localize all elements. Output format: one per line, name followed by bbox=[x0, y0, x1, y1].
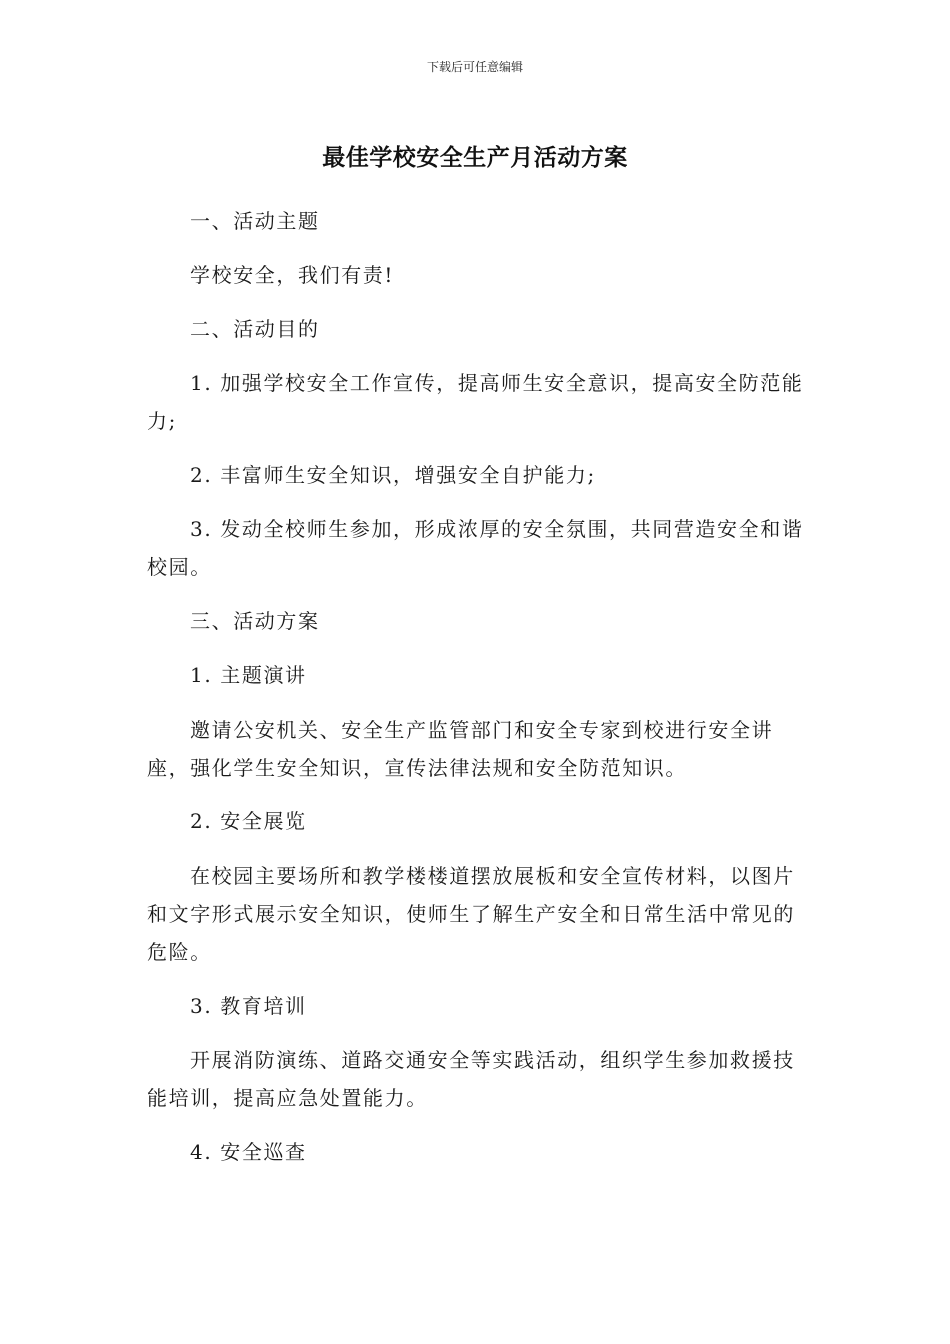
document-title: 最佳学校安全生产月活动方案 bbox=[322, 145, 628, 171]
subheading-speech: 1. 主题演讲 bbox=[190, 663, 307, 687]
section-heading-purpose: 二、活动目的 bbox=[190, 317, 320, 341]
paragraph-purpose-3: 3. 发动全校师生参加，形成浓厚的安全氛围，共同营造安全和谐校园。 bbox=[147, 517, 804, 579]
paragraph-purpose-1: 1. 加强学校安全工作宣传，提高师生安全意识，提高安全防范能力; bbox=[147, 371, 804, 433]
paragraph-theme: 学校安全，我们有责! bbox=[190, 263, 395, 287]
paragraph-training: 开展消防演练、道路交通安全等实践活动，组织学生参加救援技能培训，提高应急处置能力。 bbox=[147, 1048, 795, 1110]
paragraph-speech: 邀请公安机关、安全生产监管部门和安全专家到校进行安全讲座，强化学生安全知识，宣传法律法规和安全防范知识。 bbox=[147, 718, 774, 780]
subheading-training: 3. 教育培训 bbox=[190, 994, 307, 1018]
paragraph-exhibition: 在校园主要场所和教学楼楼道摆放展板和安全宣传材料，以图片和文字形式展示安全知识，使师生了解生产安全和日常生活中常见的危险。 bbox=[147, 864, 795, 964]
section-heading-plan: 三、活动方案 bbox=[190, 609, 320, 633]
subheading-patrol: 4. 安全巡查 bbox=[190, 1140, 307, 1164]
header-note: 下载后可任意编辑 bbox=[426, 60, 523, 74]
section-heading-theme: 一、活动主题 bbox=[190, 209, 320, 233]
paragraph-purpose-2: 2. 丰富师生安全知识，增强安全自护能力; bbox=[190, 463, 596, 487]
subheading-exhibition: 2. 安全展览 bbox=[190, 809, 307, 833]
